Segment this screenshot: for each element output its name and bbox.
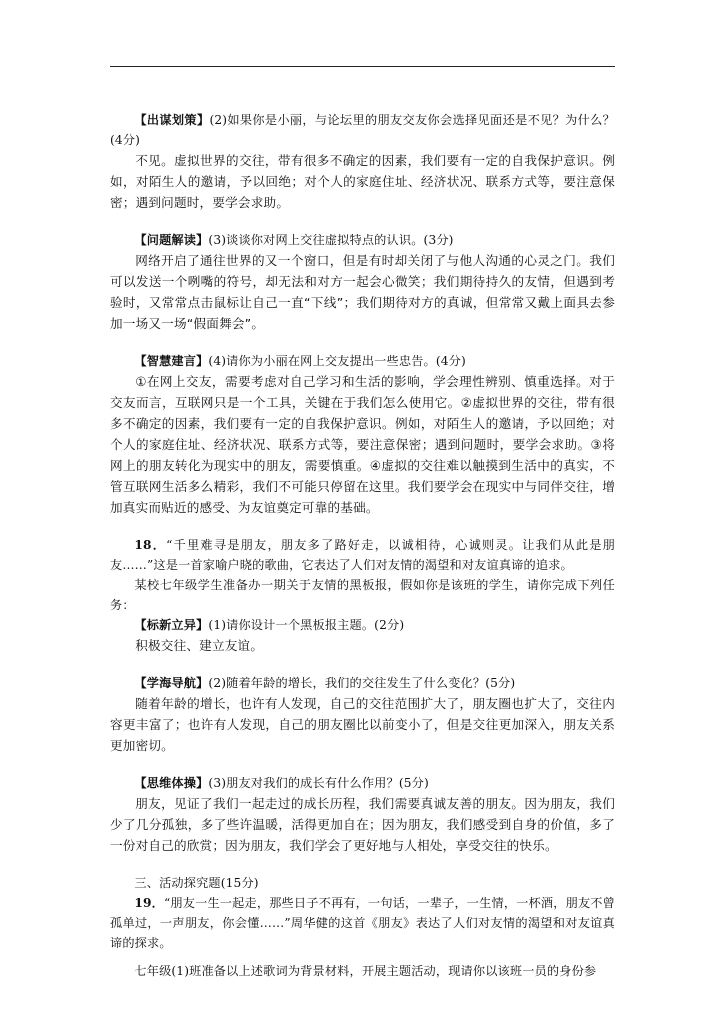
question-number: 19． — [134, 896, 165, 910]
answer-a17-2: 不见。虚拟世界的交往，带有很多不确定的因素，我们要有一定的自我保护意识。例如，对陌生人的邀请，予以回绝；对个人的家庭住址、经济状况、联系方式等，要注意保密；遇到问题时，要学会求助。 — [110, 153, 615, 210]
question-tag: 【思维体操】 — [134, 776, 209, 790]
paragraph-gap — [110, 953, 615, 961]
question-text: (2)随着年龄的增长，我们的交往发生了什么变化？(5分) — [208, 676, 516, 690]
question-text: (3)朋友对我们的成长有什么作用？(5分) — [208, 776, 429, 790]
paragraph-gap — [110, 213, 615, 230]
question-stem-text: “千里难寻是朋友，朋友多了路好走，以诚相待，心诚则灵。让我们从此是朋友……”这是一首家喻户晓的歌曲，它表达了人们对友情的渴望和对友谊真谛的追求。 — [110, 538, 615, 572]
task-text-q19-task: 七年级(1)班准备以上述歌词为背景材料，开展主题活动，现请你以该班一员的身份参 — [134, 964, 597, 978]
question-q18-1 — [110, 615, 615, 635]
task-text-q18-task: 某校七年级学生准备办一期关于友情的黑板报，假如你是该班的学生，请你完成下列任务： — [110, 578, 615, 612]
question-tag: 【智慧建言】 — [134, 354, 209, 368]
answer-a17-3: 网络开启了通往世界的又一个窗口，但是有时却关闭了与他人沟通的心灵之门。我们可以发送一个咧嘴的符号，却无法和对方一起会心微笑；我们期待持久的友情，但遇到考验时，又常常点击鼠标让自己一直“下线”；我们期待对方的真诚，但常常又戴上面具去参加一场又一场“假面舞会”。 — [110, 253, 615, 331]
question-number: 18． — [134, 538, 167, 552]
paragraph-gap — [110, 856, 615, 873]
question-tag: 【问题解读】 — [134, 233, 209, 247]
header-rule — [110, 66, 615, 67]
paragraph-gap — [110, 656, 615, 673]
question-text: (4)请你为小丽在网上交友提出一些忠告。(4分) — [208, 354, 466, 368]
question-q18-3 — [110, 773, 615, 793]
paragraph-gap — [110, 756, 615, 773]
question-text: (2)如果你是小丽，与论坛里的朋友交友你会选择见面还是不见？为什么？(4分) — [110, 113, 615, 147]
question-q18-2 — [110, 673, 615, 693]
question-q17-2 — [110, 110, 615, 150]
question-tag: 【标新立异】 — [134, 618, 209, 632]
document-body — [110, 110, 615, 981]
question-text: (1)请你设计一个黑板报主题。(2分) — [208, 618, 405, 632]
paragraph-gap — [110, 334, 615, 351]
paragraph-gap — [110, 518, 615, 535]
answer-a18-3: 朋友，见证了我们一起走过的成长历程，我们需要真诚友善的朋友。因为朋友，我们少了几分孤独，多了些许温暖，活得更加自在；因为朋友，我们感受到自身的价值，多了一份对自己的欣赏；因为朋友，我们学会了更好地与人相处，享受交往的快乐。 — [110, 796, 615, 853]
answer-a18-2: 随着年龄的增长，也许有人发现，自己的交往范围扩大了，朋友圈也扩大了，交往内容更丰富了；也许有人发现，自己的朋友圈比以前变小了，但是交往更加深入，朋友关系更加密切。 — [110, 696, 615, 753]
question-stem-text: “朋友一生一起走，那些日子不再有，一句话，一辈子，一生情，一杯酒，朋友不曾孤单过，一声朋友，你会懂……”周华健的这首《朋友》表达了人们对友情的渴望和对友谊真谛的探求。 — [110, 896, 615, 950]
answer-a18-1: 积极交往、建立友谊。 — [135, 638, 264, 653]
question-tag: 【出谋划策】 — [134, 113, 210, 127]
answer-a17-4: ①在网上交友，需要考虑对自己学习和生活的影响，学会理性辨别、慎重选择。对于交友而言，互联网只是一个工具，关键在于我们怎么使用它。②虚拟世界的交往，带有很多不确定的因素，我们要有一定的自我保护意识。例如，对陌生人的邀请，予以回绝；对个人的家庭住址、经济状况、联系方式等，要注意保密；遇到问题时，要学会求助。③将网上的朋友转化为现实中的朋友，需要慎重。④虚拟的交往难以触摸到生活中的真实，不管互联网生活多么精彩，我们不可能只停留在这里。我们要学会在现实中与同伴交往，增加真实而贴近的感受、为友谊奠定可靠的基础。 — [110, 374, 615, 515]
section-heading: 三、活动探究题(15分) — [134, 876, 259, 890]
question-q17-4 — [110, 351, 615, 371]
question-tag: 【学海导航】 — [134, 676, 209, 690]
question-stem-q18-intro — [110, 535, 615, 575]
question-q17-3 — [110, 230, 615, 250]
question-stem-q19-intro — [110, 893, 615, 953]
question-text: (3)谈谈你对网上交往虚拟特点的认识。(3分) — [208, 233, 454, 247]
